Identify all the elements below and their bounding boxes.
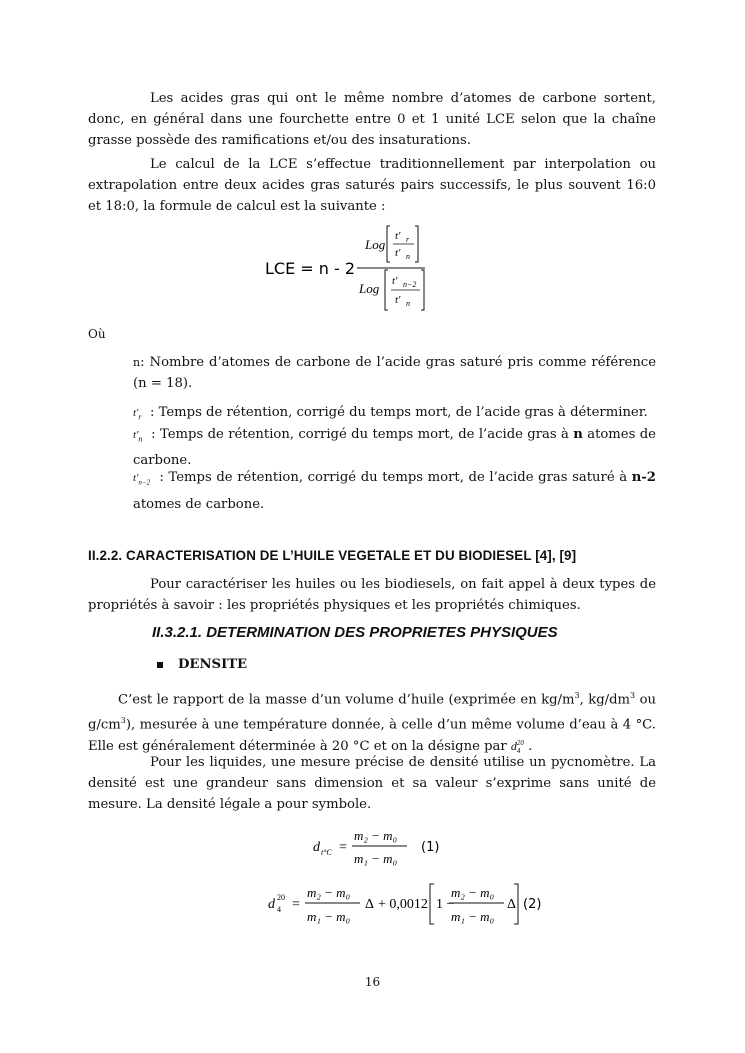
svg-text:m₂ − m₀: m₂ − m₀ [307,885,351,900]
svg-text:m₁ − m₀: m₁ − m₀ [307,909,351,924]
paragraph-intro-1: Les acides gras qui ont le même nombre d’atomes de carbone sortent, donc, en général dans une fourchette entre 0 et 1 unité LCE selon que la chaîne grasse possède des ramifications et/ou des insaturations. [88,91,656,148]
svg-text:m₂ − m₀: m₂ − m₀ [451,885,495,900]
density-heading: DENSITE [178,657,248,672]
svg-text:n−2: n−2 [403,280,417,289]
svg-text:Δ: Δ [507,897,517,912]
lce-lhs: LCE = n - 2 [265,259,356,278]
equation-2-label: (2) [523,897,542,912]
svg-text:t': t' [395,247,401,259]
svg-text:m₂ − m₀: m₂ − m₀ [354,828,398,843]
section-heading: II.2.2. CARACTERISATION DE L’HUILE VEGETALE ET DU BIODIESEL [4], [9] [88,548,577,563]
svg-text:t': t' [392,275,398,287]
svg-text:20: 20 [277,893,285,902]
paragraph-characterisation: Pour caractériser les huiles ou les biodiesels, on fait appel à deux types de propriétés à savoir : les propriétés physiques et les propriétés chimiques. [88,577,656,613]
svg-text:d: d [313,840,320,855]
bullet-square-icon [157,662,163,668]
svg-text:t°C: t°C [321,848,332,857]
svg-text:1 −: 1 − [436,897,455,912]
paragraph-pycnometer: Pour les liquides, une mesure précise de densité utilise un pycnomètre. La densité est une grandeur sans dimension et sa valeur s’exprime sans unité de mesure. La densité légale a pour symbole. [88,755,656,812]
def-tn: $t'_n$ : Temps de rétention, corrigé du temps mort, de l’acide gras à n atomes de carbone. [133,427,656,468]
paragraph-intro-2: Le calcul de la LCE s’effectue traditionnellement par interpolation ou extrapolation entre deux acides gras saturés pairs successifs, le plus souvent 16:0 et 18:0, la formule de calcul est la suivante : [88,157,656,214]
page-number: 16 [364,975,381,989]
equation-1-label: (1) [421,840,440,855]
paragraph-density-definition: C’est le rapport de la masse d’un volume d’huile (exprimée en $kg/m^3$, $kg/dm^3$ ou $g/cm^3$), mesurée à une température donnée, à celle d’un même volume d’eau à 4 °C. Elle est généralement déterminée à 20 °C et on la désigne par d 20 4 . [88,691,656,756]
svg-text:d: d [268,897,275,912]
svg-text:n: n [406,252,410,261]
equation-1 [305,822,465,870]
svg-text:Δ: Δ [365,897,375,912]
def-tn2: $t'_{n-2}$ : Temps de rétention, corrigé du temps mort, de l’acide gras saturé à n-2 atomes de carbone. [133,470,656,512]
svg-text:m₁ − m₀: m₁ − m₀ [451,909,495,924]
svg-text:t': t' [395,294,401,306]
where-label: Où [88,327,106,341]
svg-text:n: n [406,299,410,308]
log-numerator: Log [365,237,386,252]
svg-text:=: = [292,897,300,912]
def-tr: $t'_r$ : Temps de rétention, corrigé du temps mort, de l’acide gras à déterminer. [133,405,648,422]
subsection-heading: II.3.2.1. DETERMINATION DES PROPRIETES PHYSIQUES [152,624,558,641]
lce-formula [255,222,445,314]
equation-2 [262,878,552,930]
svg-text:t': t' [395,230,401,242]
svg-text:+ 0,0012: + 0,0012 [378,897,428,912]
svg-text:4: 4 [277,905,281,914]
def-n: n: Nombre d’atomes de carbone de l’acide gras saturé pris comme référence (n = 18). [133,355,656,391]
log-denominator: Log [359,281,380,296]
svg-text:m₁ − m₀: m₁ − m₀ [354,851,398,866]
svg-text:r: r [406,235,410,244]
svg-text:=: = [339,840,347,855]
density-symbol: d 20 4 [510,738,524,756]
